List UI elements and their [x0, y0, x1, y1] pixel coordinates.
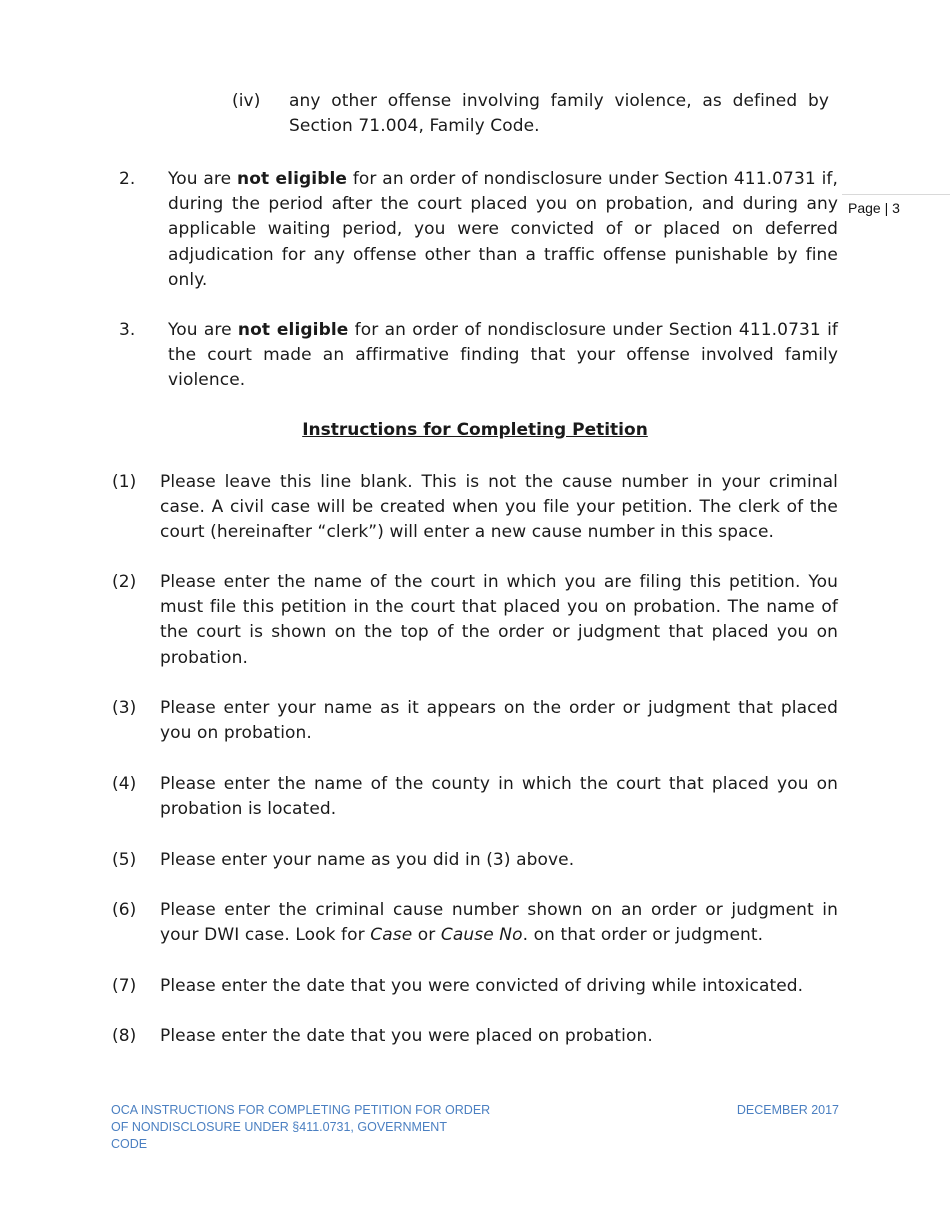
footer-left-line: OF NONDISCLOSURE UNDER §411.0731, GOVERNMENT	[111, 1120, 447, 1134]
instruction-text: Please enter the date that you were placed on probation.	[160, 1026, 653, 1046]
page-number: Page | 3	[848, 200, 900, 216]
numbered-marker: 2.	[119, 169, 136, 189]
numbered-text: You are not eligible for an order of nondisclosure under Section 411.0731 if, during the period after the court placed you on probation, and during any applicable waiting period, you were convicted of or placed on deferred adjudication for any offense other than a traffic offense punishable by fine only.	[168, 169, 838, 290]
footer-date: DECEMBER 2017	[736, 1103, 839, 1117]
instruction-marker: (5)	[112, 850, 137, 870]
instruction-marker: (7)	[112, 976, 137, 996]
instruction-marker: (3)	[112, 698, 137, 718]
instruction-text: Please enter the criminal cause number shown on an order or judgment in your DWI case. Look for Case or Cause No. on that order or judgment.	[160, 900, 838, 946]
instruction-marker: (2)	[112, 572, 137, 592]
instruction-text: Please enter the date that you were convicted of driving while intoxicated.	[160, 976, 804, 996]
instruction-text: Please leave this line blank. This is not the cause number in your criminal case. A civil case will be created when you file your petition. The clerk of the court (hereinafter “clerk”) will enter a new cause number in this space.	[160, 472, 838, 543]
footer-left	[111, 1102, 491, 1153]
instruction-text: Please enter the name of the county in which the court that placed you on probation is located.	[160, 774, 838, 820]
instruction-text: Please enter your name as you did in (3) above.	[160, 850, 575, 870]
numbered-marker: 3.	[119, 320, 136, 340]
instruction-marker: (8)	[112, 1026, 137, 1046]
section-heading: Instructions for Completing Petition	[302, 420, 648, 440]
numbered-text: You are not eligible for an order of nondisclosure under Section 411.0731 if the court made an affirmative finding that your offense involved family violence.	[168, 320, 839, 391]
page-label-rule	[842, 194, 950, 195]
instruction-text: Please enter your name as it appears on the order or judgment that placed you on probation.	[160, 698, 838, 744]
instruction-marker: (4)	[112, 774, 137, 794]
sub-item-text: any other offense involving family violence, as defined by Section 71.004, Family Code.	[289, 91, 829, 137]
instruction-text: Please enter the name of the court in which you are filing this petition. You must file this petition in the court that placed you on probation. The name of the court is shown on the top of the order or judgment that placed you on probation.	[160, 572, 838, 668]
sub-item-marker: (iv)	[232, 91, 261, 111]
instruction-marker: (6)	[112, 900, 137, 920]
footer-left-line: CODE	[111, 1137, 148, 1151]
instruction-marker: (1)	[112, 472, 137, 492]
footer-left-line: OCA INSTRUCTIONS FOR COMPLETING PETITION FOR ORDER	[111, 1103, 491, 1117]
